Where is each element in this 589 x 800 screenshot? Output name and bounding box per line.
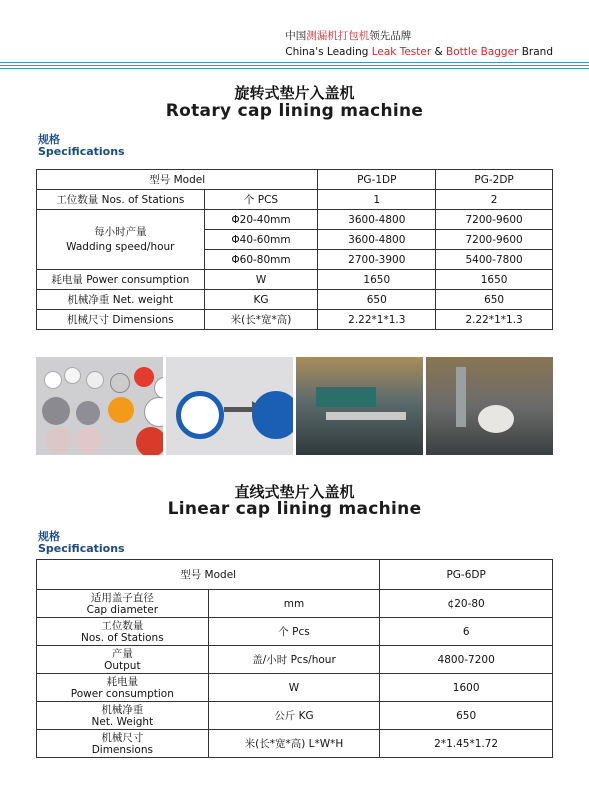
rotary-title-zh: 旋转式垫片入盖机	[234, 84, 355, 102]
linear-title-en: Linear cap lining machine	[167, 499, 422, 519]
table-row	[37, 646, 553, 674]
label-en: Nos. of Stations	[81, 631, 164, 644]
linear-model-header: 型号 Model	[37, 560, 380, 590]
photo-strip	[36, 357, 553, 455]
linear-spec-label-zh: 规格	[38, 530, 60, 543]
label-zh: 工位数量	[101, 619, 144, 632]
label-zh: 适用盖子直径	[90, 591, 154, 604]
brand-en-prefix: China's Leading	[285, 46, 372, 58]
speed-label-en: Wadding speed/hour	[66, 240, 175, 253]
linear-value: 6	[380, 618, 553, 646]
weight-v2: 650	[436, 290, 553, 310]
speed-1-v1: 3600-4800	[318, 210, 436, 230]
linear-unit: 个 Pcs	[208, 618, 380, 646]
linear-value: ¢20-80	[380, 590, 553, 618]
linear-spec-table	[36, 559, 553, 758]
model-header-cell: 型号 Model	[37, 170, 318, 190]
linear-unit: W	[208, 674, 380, 702]
speed-range-1: Φ20-40mm	[204, 210, 318, 230]
label-en: Dimensions	[91, 743, 153, 756]
speed-1-v2: 7200-9600	[436, 210, 553, 230]
weight-label: 机械净重 Net. weight	[37, 290, 205, 310]
weight-unit: KG	[204, 290, 318, 310]
table-row	[37, 270, 553, 290]
table-row	[37, 730, 553, 758]
speed-2-v1: 3600-4800	[318, 230, 436, 250]
brand-en-leak-tester: Leak Tester	[371, 46, 432, 58]
label-en: Cap diameter	[86, 603, 159, 616]
speed-2-v2: 7200-9600	[436, 230, 553, 250]
linear-value: 1600	[380, 674, 553, 702]
stations-unit: 个 PCS	[204, 190, 318, 210]
linear-model-pg6dp: PG-6DP	[380, 560, 553, 590]
power-label: 耗电量 Power consumption	[37, 270, 205, 290]
cap-liners-photo	[36, 357, 163, 455]
table-row	[37, 560, 553, 590]
brand-en-bottle-bagger: Bottle Bagger	[446, 46, 519, 58]
label-zh: 机械尺寸	[101, 731, 144, 744]
linear-title-zh: 直线式垫片入盖机	[234, 483, 355, 501]
linear-value: 4800-7200	[380, 646, 553, 674]
brand-slogan-en	[285, 44, 553, 60]
stations-label: 工位数量 Nos. of Stations	[37, 190, 205, 210]
speed-range-2: Φ40-60mm	[204, 230, 318, 250]
speed-label-zh: 每小时产量	[94, 225, 147, 238]
table-row	[37, 674, 553, 702]
table-row	[37, 702, 553, 730]
label-en: Net. Weight	[91, 715, 154, 728]
label-zh: 耗电量	[106, 675, 139, 688]
rotary-title-en: Rotary cap lining machine	[165, 101, 424, 121]
rotary-spec-table-grid	[36, 169, 553, 330]
linear-unit: mm	[208, 590, 380, 618]
rotary-spec-label-en: Specifications	[38, 145, 125, 158]
table-row	[37, 590, 553, 618]
brand-zh-suffix: 领先品牌	[369, 30, 412, 42]
linear-value: 2*1.45*1.72	[380, 730, 553, 758]
table-row	[37, 190, 553, 210]
stations-v2: 2	[436, 190, 553, 210]
linear-row-label	[37, 590, 209, 618]
linear-row-label	[37, 730, 209, 758]
linear-unit: 米(长*宽*高) L*W*H	[208, 730, 380, 758]
table-row	[37, 618, 553, 646]
dims-label: 机械尺寸 Dimensions	[37, 310, 205, 330]
brand-en-suffix: Brand	[518, 46, 553, 58]
dims-v2: 2.22*1*1.3	[436, 310, 553, 330]
stations-v1: 1	[318, 190, 436, 210]
speed-3-v1: 2700-3900	[318, 250, 436, 270]
rotary-machine-photo	[296, 357, 423, 455]
linear-row-label	[37, 702, 209, 730]
table-row	[37, 170, 553, 190]
brand-zh-highlight: 测漏机打包机	[306, 30, 370, 42]
model-pg2dp-cell: PG-2DP	[436, 170, 553, 190]
brand-slogan-zh	[285, 28, 553, 44]
model-pg1dp-cell: PG-1DP	[318, 170, 436, 190]
power-unit: W	[204, 270, 318, 290]
linear-unit: 盖/小时 Pcs/hour	[208, 646, 380, 674]
cap-lining-process-photo	[166, 357, 293, 455]
linear-row-label	[37, 618, 209, 646]
linear-row-label	[37, 674, 209, 702]
linear-row-label	[37, 646, 209, 674]
label-en: Power consumption	[70, 687, 174, 700]
weight-v1: 650	[318, 290, 436, 310]
label-zh: 机械净重	[101, 703, 144, 716]
linear-value: 650	[380, 702, 553, 730]
speed-3-v2: 5400-7800	[436, 250, 553, 270]
rotary-spec-label-zh: 规格	[38, 133, 60, 146]
speed-range-3: Φ60-80mm	[204, 250, 318, 270]
power-v1: 1650	[318, 270, 436, 290]
table-row	[37, 310, 553, 330]
linear-unit: 公斤 KG	[208, 702, 380, 730]
linear-spec-label-en: Specifications	[38, 542, 125, 555]
dims-v1: 2.22*1*1.3	[318, 310, 436, 330]
brand-zh-prefix: 中国	[285, 30, 307, 42]
table-row	[37, 210, 553, 230]
speed-label	[37, 210, 205, 270]
dims-unit: 米(长*宽*高)	[204, 310, 318, 330]
header-divider	[0, 62, 589, 70]
brand-en-amp: &	[431, 46, 447, 58]
label-en: Output	[104, 659, 141, 672]
machine-closeup-photo	[426, 357, 553, 455]
table-row	[37, 290, 553, 310]
label-zh: 产量	[111, 647, 133, 660]
power-v2: 1650	[436, 270, 553, 290]
brand-header	[285, 28, 553, 60]
